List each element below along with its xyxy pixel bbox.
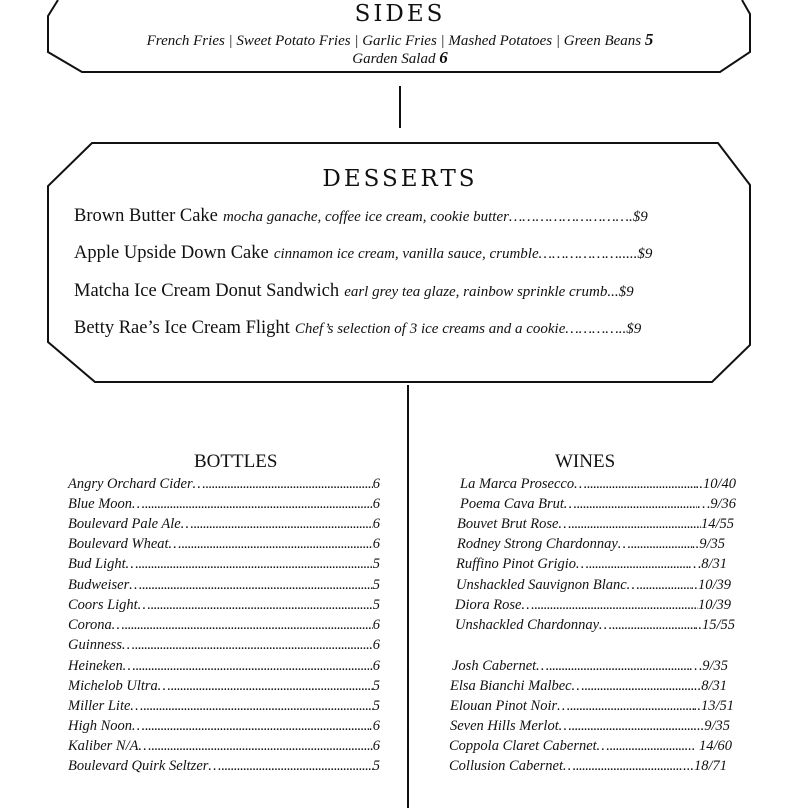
wine-row: [460, 474, 736, 494]
wine-name: Rodney Strong Chardonnay…: [457, 536, 631, 552]
dot-leader: [194, 514, 373, 534]
dot-leader: [585, 676, 694, 696]
dot-leader: [571, 514, 701, 534]
dot-leader: [640, 575, 691, 595]
dot-leader: [631, 534, 692, 554]
dessert-item: [74, 315, 734, 342]
wine-row: [449, 756, 727, 776]
wine-row: [456, 575, 731, 595]
dessert-item: [74, 203, 734, 230]
dessert-name: Betty Rae’s Ice Cream Flight: [74, 318, 290, 338]
bottle-row: [68, 514, 380, 534]
wine-price: ..10/40: [695, 476, 736, 492]
wine-price: 14/55: [700, 516, 734, 532]
wine-row: [450, 676, 727, 696]
bottle-row: [68, 474, 380, 494]
dot-leader: [610, 736, 689, 756]
dot-leader: [142, 575, 373, 595]
dot-leader: [135, 635, 373, 655]
bottle-name: High Noon…: [68, 718, 145, 734]
dot-leader: [221, 756, 372, 776]
wine-row: [450, 716, 730, 736]
wine-price: ..9/35: [691, 536, 725, 552]
wine-row: [455, 595, 731, 615]
wine-name: La Marca Prosecco…: [460, 476, 587, 492]
wine-name: Elsa Bianchi Malbec…: [450, 678, 585, 694]
bottle-price: 6: [372, 637, 380, 653]
bottle-name: Boulevard Wheat…: [68, 536, 182, 552]
dot-leader: [145, 716, 369, 736]
bottles-heading: BOTTLES: [194, 451, 278, 472]
dot-leader: [143, 696, 372, 716]
wine-name: Josh Cabernet…: [452, 658, 550, 674]
bottle-name: Miller Lite…: [68, 698, 144, 714]
sides-title: SIDES: [354, 1, 446, 27]
bottle-row: [68, 595, 380, 615]
wine-price: ..15/55: [694, 617, 735, 633]
wine-row: [455, 615, 735, 635]
wine-name: Poema Cava Brut…: [460, 496, 577, 512]
wine-price: ...18/71: [683, 758, 727, 774]
wine-name: Coppola Claret Cabernet…: [449, 738, 610, 754]
bottle-row: [68, 736, 380, 756]
desserts-title: DESSERTS: [322, 166, 478, 192]
dot-leader: [145, 494, 373, 514]
wine-price: .. 14/60: [688, 738, 732, 754]
bottle-row: [68, 676, 380, 696]
wine-name: Ruffino Pinot Grigio…: [456, 556, 589, 572]
wine-row: [452, 656, 728, 676]
bottle-row: [68, 554, 380, 574]
bottle-name: Bud Light…: [68, 556, 139, 572]
sides-salad-price: 6: [439, 48, 448, 67]
wine-price: …8/31: [688, 556, 727, 572]
wine-price: 10/39: [697, 597, 731, 613]
dot-leader: [570, 696, 694, 716]
sides-salad-line: [0, 48, 800, 69]
dot-leader: [572, 716, 697, 736]
dessert-desc: Chef’s selection of 3 ice creams and a cookie…………..$9: [294, 321, 642, 337]
wine-name: Collusion Cabernet…: [449, 758, 576, 774]
bottle-name: Boulevard Quirk Seltzer…: [68, 758, 222, 774]
dessert-name: Brown Butter Cake: [74, 206, 218, 226]
wine-row: [457, 514, 734, 534]
dot-leader: [171, 676, 373, 696]
bottle-row: [68, 756, 380, 776]
wine-row: [456, 554, 727, 574]
wine-name: Unshackled Sauvignon Blanc…: [456, 577, 640, 593]
wines-heading: WINES: [555, 451, 616, 472]
dessert-name: Matcha Ice Cream Donut Sandwich: [74, 281, 340, 301]
wine-name: Diora Rose…: [455, 597, 535, 613]
dot-leader: [589, 554, 688, 574]
wine-price: …9/35: [689, 658, 728, 674]
bottle-price: 6: [372, 658, 380, 674]
dot-leader: [576, 756, 683, 776]
dessert-desc: earl grey tea glaze, rainbow sprinkle crumb...$9: [344, 284, 634, 300]
bottle-price: 6: [372, 476, 380, 492]
dot-leader: [136, 656, 373, 676]
wine-row: [449, 736, 732, 756]
dessert-desc: mocha ganache, coffee ice cream, cookie butter……………………….$9: [222, 209, 648, 225]
wine-price: ..9/35: [696, 718, 730, 734]
bottle-row: [68, 716, 380, 736]
dot-leader: [151, 595, 373, 615]
wine-price: ..13/51: [693, 698, 734, 714]
dessert-desc: cinnamon ice cream, vanilla sauce, crumble……………….....$9: [273, 246, 653, 262]
dot-leader: [139, 554, 373, 574]
bottle-price: 5: [372, 678, 380, 694]
bottle-price: 5: [372, 758, 380, 774]
bottle-price: .6: [369, 718, 380, 734]
bottle-price: 6: [372, 496, 380, 512]
sides-price: 5: [644, 30, 654, 49]
bottle-price: 6: [372, 617, 380, 633]
wine-name: Elouan Pinot Noir…: [450, 698, 571, 714]
dot-leader: [587, 474, 696, 494]
dessert-item: [74, 240, 734, 267]
dot-leader: [181, 534, 372, 554]
bottle-row: [68, 494, 380, 514]
wine-row: [450, 696, 734, 716]
bottle-name: Angry Orchard Cider…: [68, 476, 206, 492]
bottle-price: 6: [372, 536, 380, 552]
wine-name: Seven Hills Merlot…: [450, 718, 572, 734]
bottle-price: 5: [372, 556, 380, 572]
bottle-row: [68, 635, 380, 655]
sides-list-text: French Fries | Sweet Potato Fries | Garlic Fries | Mashed Potatoes | Green Beans: [146, 33, 642, 49]
dot-leader: [125, 615, 373, 635]
dessert-item: [74, 278, 734, 305]
dot-leader: [534, 595, 698, 615]
bottle-price: 6: [372, 738, 380, 754]
bottle-row: [68, 656, 380, 676]
bottle-name: Blue Moon…: [68, 496, 145, 512]
bottle-name: Budweiser…: [68, 577, 143, 593]
sides-salad-text: Garden Salad: [352, 51, 436, 67]
dot-leader: [205, 474, 372, 494]
bottle-name: Coors Light…: [68, 597, 151, 613]
bottle-price: 5: [372, 698, 380, 714]
wine-price: …9/36: [697, 496, 736, 512]
dot-leader: [549, 656, 689, 676]
wine-name: Bouvet Brut Rose…: [457, 516, 572, 532]
wine-row: [460, 494, 736, 514]
dot-leader: [612, 615, 695, 635]
bottle-price: 5: [372, 597, 380, 613]
bottle-name: Corona…: [68, 617, 125, 633]
dot-leader: [577, 494, 698, 514]
wine-name: Unshackled Chardonnay…: [455, 617, 612, 633]
wine-price: ..10/39: [690, 577, 731, 593]
bottle-row: [68, 696, 380, 716]
dot-leader: [151, 736, 372, 756]
bottle-name: Michelob Ultra…: [68, 678, 171, 694]
wine-row: [457, 534, 725, 554]
bottle-price: 5: [372, 577, 380, 593]
dessert-name: Apple Upside Down Cake: [74, 243, 269, 263]
bottle-name: Guinness…: [68, 637, 135, 653]
bottle-row: [68, 534, 380, 554]
wine-price: ..8/31: [693, 678, 727, 694]
bottle-row: [68, 575, 380, 595]
bottle-price: 6: [372, 516, 380, 532]
bottle-name: Kaliber N/A…: [68, 738, 152, 754]
bottle-name: Heineken…: [68, 658, 136, 674]
bottle-name: Boulevard Pale Ale…: [68, 516, 194, 532]
bottle-row: [68, 615, 380, 635]
